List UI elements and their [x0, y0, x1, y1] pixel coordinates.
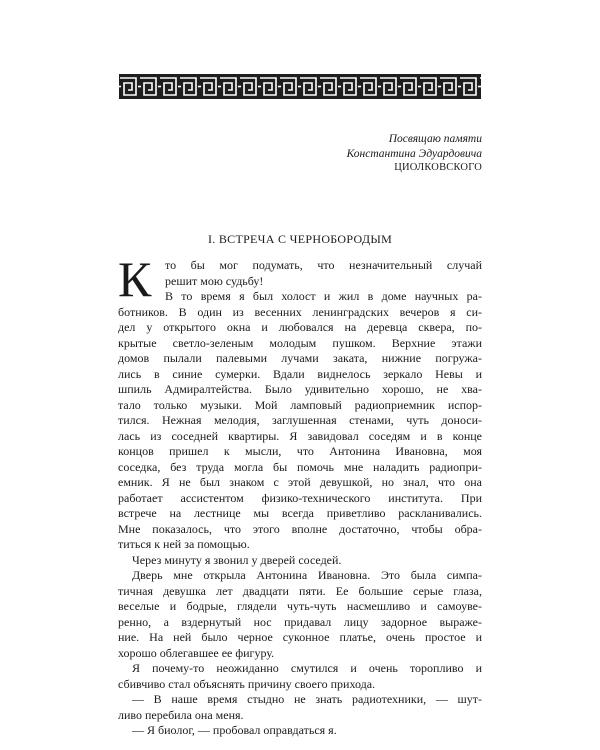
- dedication-line-1: Посвящаю памяти: [388, 133, 482, 145]
- chapter-title: I. ВСТРЕЧА С ЧЕРНОБОРОДЫМ: [207, 232, 393, 246]
- text-line: ботников. В один из весенних ленинградских вечеров я си-: [118, 304, 482, 319]
- text-line: ренно, а вздернутый нос придавал лицу задорное выраже-: [118, 614, 482, 629]
- text-line: концов пришел к мысли, что Антонина Ивановна, моя: [118, 444, 482, 458]
- text-line: сбивчиво стал объяснять причину своего прихода.: [118, 676, 376, 691]
- text-line: домов пылали палевыми лучами заката, нижние погружа-: [118, 351, 482, 365]
- text-line: ние. На ней было черное суконное платье, очень простое и: [118, 630, 482, 644]
- ornamental-header-band: [118, 73, 482, 100]
- text-line: емник. Я не был знаком с этой девушкой, но знал, что она: [118, 475, 482, 489]
- text-line: В то время я был холост и жил в доме научных ра-: [165, 289, 482, 303]
- text-line: крытые светло-зеленым молодым пушком. Верхние этажи: [118, 335, 482, 350]
- text-line: шпиль Адмиралтейства. Было удивительно хорошо, не хва-: [118, 382, 482, 396]
- text-line: дел у открытого окна и любовался на деревца сквера, по-: [118, 320, 482, 334]
- text-line: Мне показалось, что этого вполне достаточно, чтобы обра-: [118, 521, 482, 536]
- meander-ornament-icon: [118, 73, 482, 100]
- text-line: ливо перебила она меня.: [118, 707, 244, 722]
- dedication-line-2: Константина Эдуардовича: [346, 147, 482, 160]
- text-line: — В наше время стыдно не знать радиотехники, — шут-: [132, 692, 482, 706]
- text-line: тился. Нежная мелодия, заглушенная стенами, чуть доноси-: [118, 413, 482, 427]
- text-line: то бы мог подумать, что незначительный случай: [165, 258, 482, 272]
- text-line: встрече на лестнице мы всегда приветливо раскланивались.: [118, 506, 482, 520]
- text-line: Я почему-то неожиданно смутился и очень торопливо и: [132, 661, 482, 675]
- dedication: [347, 132, 482, 176]
- text-line: веселые и бодрые, глядели чуть-чуть насмешливо и самоуве-: [118, 599, 482, 613]
- text-line: решит мою судьбу!: [165, 273, 264, 288]
- text-line: работает ассистентом физико-технического института. При: [118, 490, 482, 505]
- text-line: лась из соседней квартиры. Я завидовал соседям и в конце: [118, 428, 482, 443]
- dedication-line-3: ЦИОЛКОВСКОГО: [394, 162, 482, 173]
- body-text: [118, 251, 482, 739]
- text-line: — Я биолог, — пробовал оправдаться я.: [132, 723, 337, 737]
- text-line: лись в синие сумерки. Вдали виднелось зеркало Невы и: [118, 366, 482, 381]
- text-line: Через минуту я звонил у дверей соседей.: [132, 552, 342, 567]
- text-line: тичная девушка лет двадцати пяти. Ее большие серые глаза,: [118, 583, 482, 598]
- text-line: хорошо облегавшее ее фигуру.: [118, 645, 275, 660]
- text-line: Дверь мне открыла Антонина Ивановна. Это была симпа-: [132, 568, 482, 582]
- text-line: соседка, без труда могла бы помочь мне наладить радиопри-: [118, 459, 482, 474]
- text-line: тало только музыки. Мой ламповый радиоприемник испор-: [118, 397, 482, 412]
- text-line: титься к ней за помощью.: [118, 537, 250, 551]
- drop-cap: К: [118, 251, 152, 307]
